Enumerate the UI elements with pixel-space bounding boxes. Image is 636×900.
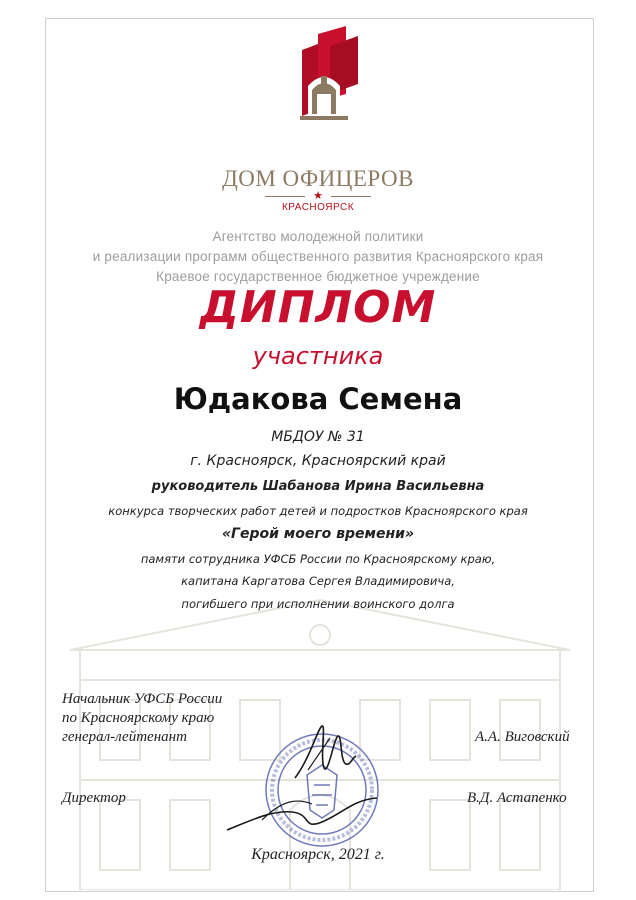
logo-city-text: КРАСНОЯРСК	[281, 202, 355, 213]
contest-text: конкурса творческих работ детей и подростков Красноярского края	[108, 504, 528, 518]
chief-title	[62, 690, 222, 747]
place-date: Красноярск, 2021 г.	[251, 846, 385, 863]
chief-title-line-3: генерал-лейтенант	[62, 729, 187, 745]
director-name: В.Д. Астапенко	[467, 790, 567, 806]
dom-oficerov-logo-icon	[288, 24, 360, 144]
memory-line-1: памяти сотрудника УФСБ России по Красноярскому краю,	[140, 552, 496, 566]
agency-line-1: Агентство молодежной политики	[212, 229, 424, 244]
recipient-name: Юдакова Семена	[173, 382, 463, 416]
director-signature-icon	[222, 790, 382, 840]
logo-divider-right	[331, 196, 371, 197]
memory-line-3: погибшего при исполнении воинского долга	[181, 597, 455, 611]
institution-text: МБДОУ № 31	[271, 429, 365, 445]
diploma-title: ДИПЛОМ	[199, 282, 437, 333]
chief-name: А.А. Виговский	[475, 729, 570, 745]
memory-line-2: капитана Каргатова Сергея Владимировича,	[181, 574, 455, 588]
director-title: Директор	[62, 790, 126, 806]
chief-signature-icon	[290, 718, 360, 788]
agency-line-3: Краевое государственное бюджетное учреждение	[156, 269, 480, 284]
agency-line-2: и реализации программ общественного развития Красноярского края	[92, 249, 544, 264]
contest-name: «Герой моего времени»	[221, 526, 415, 542]
chief-title-line-1: Начальник УФСБ России	[62, 691, 223, 707]
chief-title-line-2: по Красноярскому краю	[62, 710, 215, 726]
star-icon: ★	[313, 190, 323, 202]
diploma-subtitle: участника	[252, 342, 384, 370]
location-text: г. Красноярск, Красноярский край	[190, 453, 446, 469]
supervisor-text: руководитель Шабанова Ирина Васильевна	[151, 479, 485, 494]
logo-brand-text: ДОМ ОФИЦЕРОВ	[222, 166, 414, 191]
